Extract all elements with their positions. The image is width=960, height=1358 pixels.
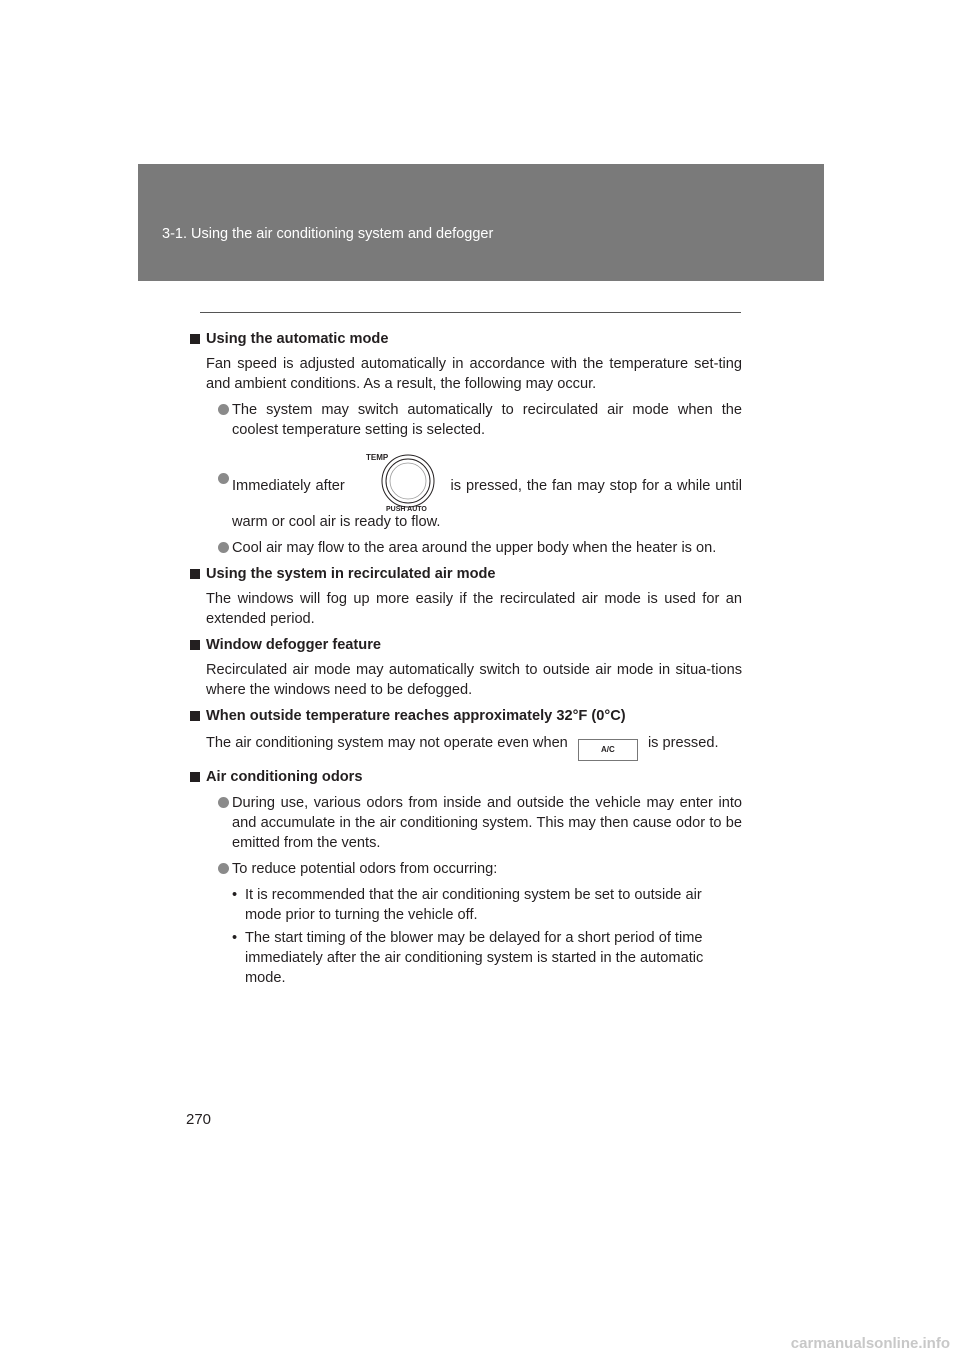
list-item-text: The system may switch automatically to recirculated air mode when the coolest temperature setting is selected.	[232, 402, 742, 438]
section-ac-odors	[190, 767, 742, 988]
ac-button-icon: A/C	[578, 739, 638, 761]
square-bullet-icon	[190, 772, 200, 782]
square-bullet-icon	[190, 569, 200, 579]
section-recirculated-mode	[190, 564, 742, 629]
circle-bullet-icon	[218, 797, 229, 808]
page-content	[190, 329, 742, 994]
square-bullet-icon	[190, 640, 200, 650]
square-bullet-icon	[190, 711, 200, 721]
dial-top-label: TEMP	[365, 453, 388, 462]
sub-bullet-icon: •	[232, 887, 238, 903]
sub-list-item-text: The start timing of the blower may be delayed for a short period of time immediately after the air conditioning system is started in the automatic mode.	[245, 930, 704, 986]
sub-list-item	[190, 885, 742, 925]
list-item-text: is pressed, the fan may stop for a while until warm or cool air is ready to flow.	[232, 478, 742, 530]
watermark: carmanualsonline.info	[790, 1335, 950, 1352]
section-title-text: Window defogger feature	[206, 637, 381, 653]
section-title-text: Air conditioning odors	[206, 769, 363, 785]
section-title	[190, 635, 742, 655]
list-item-text: Cool air may flow to the area around the upper body when the heater is on.	[232, 540, 717, 556]
paragraph-text: The air conditioning system may not operate even when	[206, 735, 568, 751]
sub-list-item-text: It is recommended that the air conditioning system be set to outside air mode prior to turning the vehicle off.	[245, 887, 702, 923]
sub-bullet-icon: •	[232, 930, 238, 946]
circle-bullet-icon	[218, 473, 229, 484]
sub-list-item	[190, 928, 742, 988]
section-divider	[200, 312, 741, 313]
page-number: 270	[186, 1111, 212, 1128]
dial-bottom-label: PUSH AUTO	[385, 506, 427, 512]
list-item	[190, 450, 742, 532]
chapter-title: 3-1. Using the air conditioning system and defogger	[162, 226, 494, 242]
circle-bullet-icon	[218, 542, 229, 553]
list-item-text: During use, various odors from inside and outside the vehicle may enter into and accumulate in the air conditioning system. This may then cause odor to be emitted from the vents.	[232, 795, 742, 851]
list-item	[190, 400, 742, 440]
chapter-header	[138, 164, 824, 281]
section-title-text: When outside temperature reaches approximately 32°F (0°C)	[206, 708, 626, 724]
list-item	[190, 793, 742, 853]
section-outside-temperature	[190, 706, 742, 761]
list-item	[190, 538, 742, 558]
section-title-text: Using the system in recirculated air mode	[206, 566, 496, 582]
temp-auto-dial-icon	[356, 450, 440, 512]
section-title	[190, 564, 742, 584]
section-paragraph	[190, 733, 742, 761]
section-title	[190, 329, 742, 349]
section-paragraph: The windows will fog up more easily if the recirculated air mode is used for an extended period.	[206, 591, 742, 627]
section-automatic-mode	[190, 329, 742, 558]
circle-bullet-icon	[218, 863, 229, 874]
section-title-text: Using the automatic mode	[206, 331, 389, 347]
section-defogger-feature	[190, 635, 742, 700]
list-item-text: Immediately after	[232, 478, 345, 494]
square-bullet-icon	[190, 334, 200, 344]
section-title	[190, 767, 742, 787]
circle-bullet-icon	[218, 404, 229, 415]
paragraph-text: is pressed.	[647, 735, 719, 751]
section-title	[190, 706, 742, 726]
section-paragraph: Recirculated air mode may automatically switch to outside air mode in situa-tions where the windows need to be defogged.	[206, 662, 742, 698]
section-paragraph: Fan speed is adjusted automatically in accordance with the temperature set-ting and ambient conditions. As a result, the following may occur.	[206, 356, 742, 392]
list-item	[190, 859, 742, 879]
list-item-text: To reduce potential odors from occurring:	[232, 861, 498, 877]
